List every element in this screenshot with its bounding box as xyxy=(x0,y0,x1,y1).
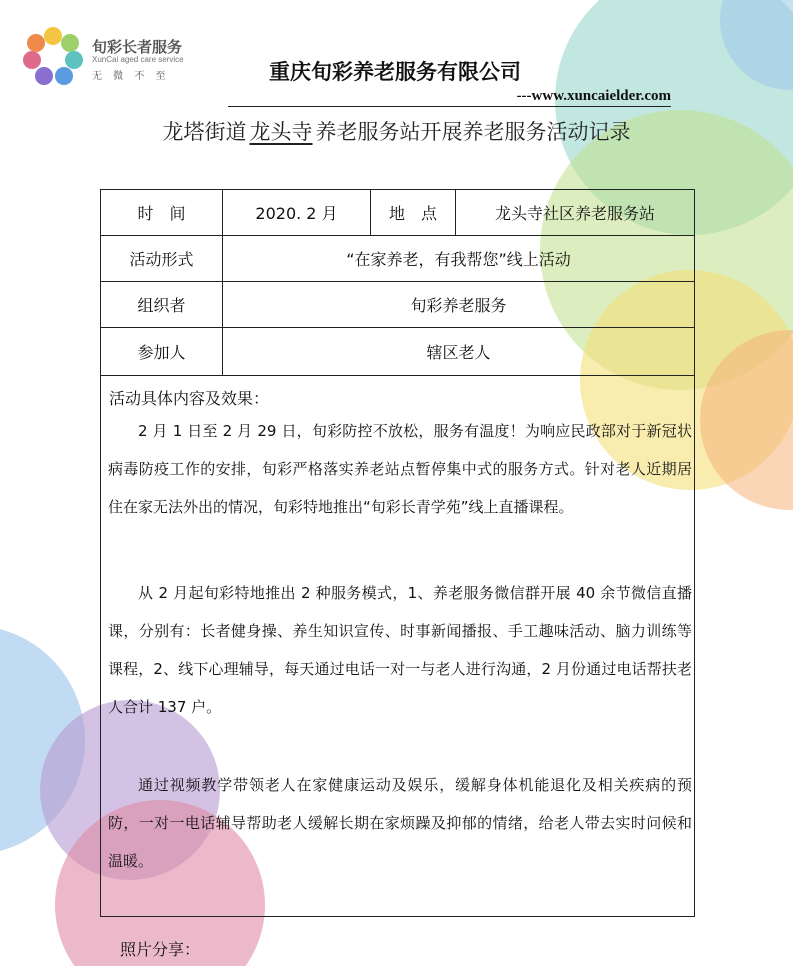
time-label: 时 间 xyxy=(101,190,223,236)
content-paragraph-1: 2 月 1 日至 2 月 29 日，旬彩防控不放松，服务有温度！为响应民政部对于新冠状病毒防疫工作的安排，旬彩严格落实养老站点暂停集中式的服务方式。针对老人近期居住在家无法外出的情况，旬彩特地推出“旬彩长青学苑”线上直播课程。 xyxy=(108,422,692,516)
title-station: 龙头寺 xyxy=(249,120,313,144)
photos-label: 照片分享： xyxy=(120,940,201,959)
content-paragraph-3: 通过视频教学带领老人在家健康运动及娱乐，缓解身体机能退化及相关疾病的预防，一对一电话辅导帮助老人缓解长期在家烦躁及抑郁的情绪，给老人带去实时问候和温暖。 xyxy=(108,776,692,870)
header-divider xyxy=(228,106,671,107)
table-row xyxy=(101,282,695,328)
logo-brand-text: 旬彩长者服务 xyxy=(92,38,183,56)
place-label: 地 点 xyxy=(371,190,456,236)
form-label: 活动形式 xyxy=(101,236,223,282)
company-name: 重庆旬彩养老服务有限公司 xyxy=(269,59,521,84)
activity-record-table xyxy=(100,189,695,917)
place-value: 龙头寺社区养老服务站 xyxy=(456,190,695,236)
content-heading: 活动具体内容及效果： xyxy=(109,389,270,408)
logo-english-text: XunCai aged care service xyxy=(92,55,184,64)
form-value: “在家养老，有我帮您”线上活动 xyxy=(223,236,695,282)
organizer-value: 旬彩养老服务 xyxy=(223,282,695,328)
content-paragraph-2: 从 2 月起旬彩特地推出 2 种服务模式，1、养老服务微信群开展 40 余节微信直播课，分别有：长者健身操、养生知识宣传、时事新闻播报、手工趣味活动、脑力训练等课程，2、线下心理辅导，每天通过电话一对一与老人进行沟通，2 月份通过电话帮扶老人合计 137 户。 xyxy=(108,584,692,716)
participants-value: 辖区老人 xyxy=(223,328,695,376)
logo-slogan: 无 微 不 至 xyxy=(92,71,170,82)
company-website: ---www.xuncaielder.com xyxy=(516,88,671,104)
time-value: 2020. 2 月 xyxy=(223,190,371,236)
company-logo-icon xyxy=(22,26,84,86)
table-row xyxy=(101,328,695,376)
table-row xyxy=(101,190,695,236)
activity-content-cell xyxy=(101,376,695,917)
title-suffix: 养老服务站开展养老服务活动记录 xyxy=(315,120,631,144)
participants-label: 参加人 xyxy=(101,328,223,376)
table-row xyxy=(101,236,695,282)
title-prefix: 龙塔街道 xyxy=(162,120,247,144)
organizer-label: 组织者 xyxy=(101,282,223,328)
page-title xyxy=(0,116,793,146)
table-row xyxy=(101,376,695,917)
